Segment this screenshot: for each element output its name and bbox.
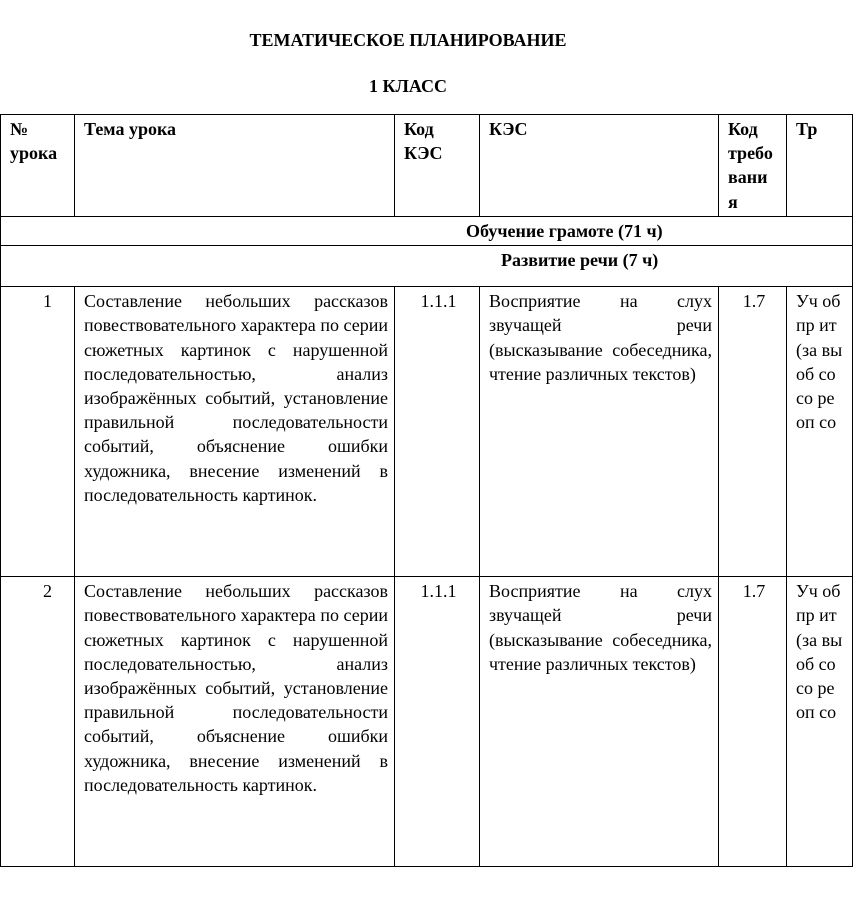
table-row	[1, 287, 853, 577]
lesson-topic: Составление небольших рассказов повествовательного характера по серии сюжетных картинок с нарушенной последовательностью, анализ изображённых событий, установление правильной последовательности событий, объяснение ошибки художника, внесение изменений в последовательность картинок.	[75, 577, 395, 867]
requirement-text: Уч об пр ит (за вы об со со ре оп со	[787, 287, 853, 577]
planning-table	[0, 114, 853, 867]
subsection-heading: Развитие речи (7 ч)	[501, 250, 659, 271]
lesson-number: 1	[1, 287, 75, 577]
page-title: ТЕМАТИЧЕСКОЕ ПЛАНИРОВАНИЕ	[249, 30, 567, 50]
header-kes: КЭС	[480, 115, 719, 217]
grade-subtitle: 1 КЛАСС	[368, 76, 448, 96]
requirement-text: Уч об пр ит (за вы об со со ре оп со	[787, 577, 853, 867]
subsection-row	[1, 246, 853, 287]
section-row	[1, 217, 853, 246]
kes-description: Восприятие на слух звучащей речи (высказывание собеседника, чтение различных текстов)	[480, 577, 719, 867]
table-row	[1, 577, 853, 867]
header-lesson-number: № урока	[1, 115, 75, 217]
header-kes-code: Код КЭС	[395, 115, 480, 217]
header-requirement-code: Код требо вани я	[719, 115, 787, 217]
header-lesson-topic: Тема урока	[75, 115, 395, 217]
lesson-topic: Составление небольших рассказов повествовательного характера по серии сюжетных картинок с нарушенной последовательностью, анализ изображённых событий, установление правильной последовательности событий, объяснение ошибки художника, внесение изменений в последовательность картинок.	[75, 287, 395, 577]
requirement-code: 1.7	[719, 287, 787, 577]
kes-description: Восприятие на слух звучащей речи (высказывание собеседника, чтение различных текстов)	[480, 287, 719, 577]
header-requirements: Тр	[787, 115, 853, 217]
lesson-number: 2	[1, 577, 75, 867]
table-header-row	[1, 115, 853, 217]
kes-code: 1.1.1	[395, 287, 480, 577]
kes-code: 1.1.1	[395, 577, 480, 867]
requirement-code: 1.7	[719, 577, 787, 867]
section-heading: Обучение грамоте (71 ч)	[466, 221, 663, 241]
